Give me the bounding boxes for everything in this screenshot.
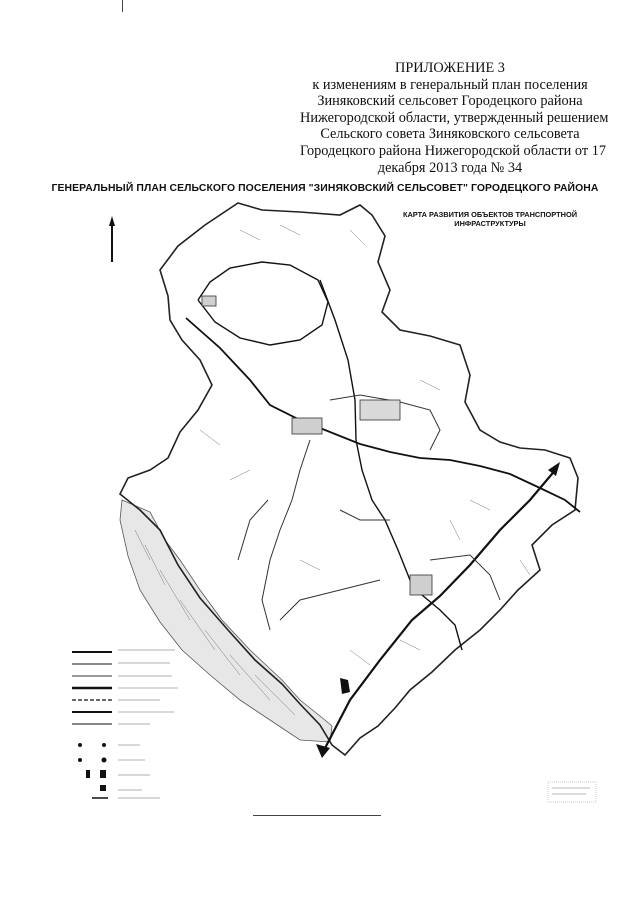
water-body (120, 500, 332, 742)
settlement-cluster (202, 296, 432, 694)
appendix-line: Городецкого района Нижегородской области от 17 (300, 142, 606, 159)
appendix-line: Нижегородской области, утвержденный решением (300, 109, 609, 126)
map-subtitle-line: ИНФРАСТРУКТУРЫ (454, 219, 526, 228)
bottom-signature-line (253, 815, 381, 816)
stamp-mark (548, 782, 596, 802)
highway-arrow-icon (548, 462, 560, 476)
secondary-road (238, 395, 500, 630)
map-legend (72, 650, 178, 798)
map-title: ГЕНЕРАЛЬНЫЙ ПЛАН СЕЛЬСКОГО ПОСЕЛЕНИЯ "ЗИНЯКОВСКИЙ СЕЛЬСОВЕТ" ГОРОДЕЦКОГО РАЙОНА (51, 183, 599, 194)
settlement-boundary (120, 203, 578, 755)
appendix-line: декабря 2013 года № 34 (377, 159, 523, 176)
map-subtitle-line: КАРТА РАЗВИТИЯ ОБЪЕКТОВ ТРАНСПОРТНОЙ (402, 210, 578, 219)
north-loop-road (198, 262, 328, 345)
appendix-line: ПРИЛОЖЕНИЕ 3 (395, 60, 505, 76)
appendix-line: Сельского совета Зиняковского сельсовета (320, 126, 580, 143)
appendix-line: к изменениям в генеральный план поселения (312, 76, 588, 93)
highway-arrow-icon (316, 744, 330, 758)
appendix-line: Зиняковский сельсовет Городецкого района (317, 93, 583, 110)
north-arrow-icon (109, 216, 115, 262)
